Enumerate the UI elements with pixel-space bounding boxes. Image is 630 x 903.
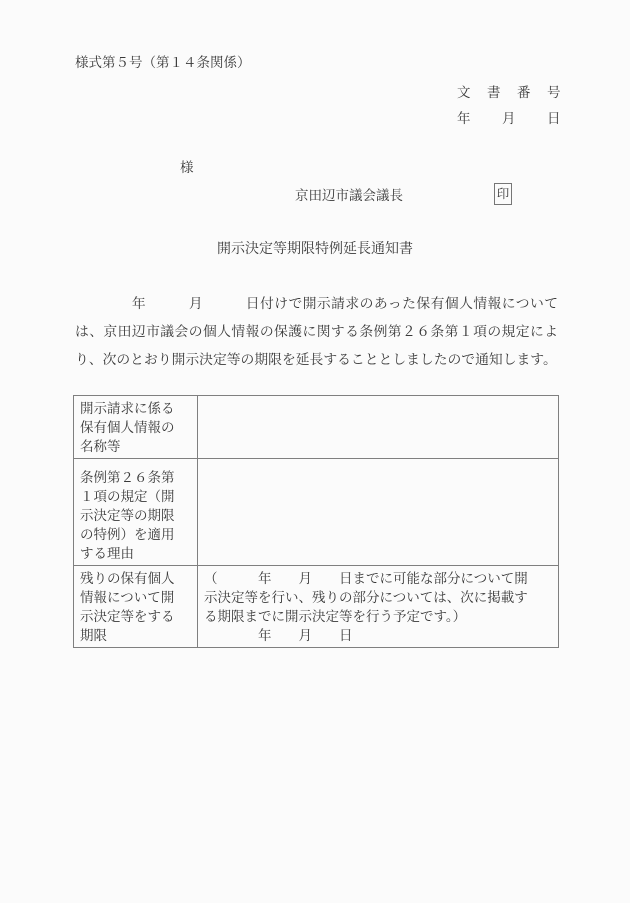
doc-number-label: 文 書 番 号 [457, 85, 562, 100]
row-reason-for-extension [74, 459, 559, 566]
seal-mark: 印 [494, 183, 512, 205]
row-header-cell [74, 459, 198, 566]
document-meta [457, 80, 562, 132]
row-header-cell [74, 396, 198, 459]
row-value-cell [198, 396, 559, 459]
row-requested-info-name [74, 396, 559, 459]
row-header-cell [74, 566, 198, 648]
row-header-text: 条例第２６条第１項の規定（開示決定等の期限の特例）を適用する理由 [80, 470, 175, 561]
form-number: 様式第５号（第１４条関係） [75, 55, 251, 70]
body-paragraph: 年 月 日付けで開示請求のあった保有個人情報については、京田辺市議会の個人情報の保護に関する条例第２６条第１項の規定により、次のとおり開示決定等の期限を延長することとしましたので通知します。 [75, 296, 558, 367]
deadline-note-text: （ 年 月 日までに可能な部分について開示決定等を行い、残りの部分については、次に掲載する期限までに開示決定等を行う予定です。） [204, 571, 528, 624]
doc-date-line: 年 月 日 [457, 111, 562, 126]
deadline-date-line: 年 月 日 [204, 628, 353, 643]
row-header-text: 開示請求に係る保有個人情報の名称等 [80, 401, 175, 454]
row-header-text: 残りの保有個人情報について開示決定等をする期限 [80, 571, 175, 643]
form-table [73, 395, 559, 648]
row-value-cell [198, 566, 559, 648]
row-remaining-deadline [74, 566, 559, 648]
addressee-honorific: 様 [180, 160, 194, 175]
issuer-title: 京田辺市議会議長 [295, 188, 403, 203]
row-value-cell [198, 459, 559, 566]
document-title: 開示決定等期限特例延長通知書 [217, 242, 413, 257]
